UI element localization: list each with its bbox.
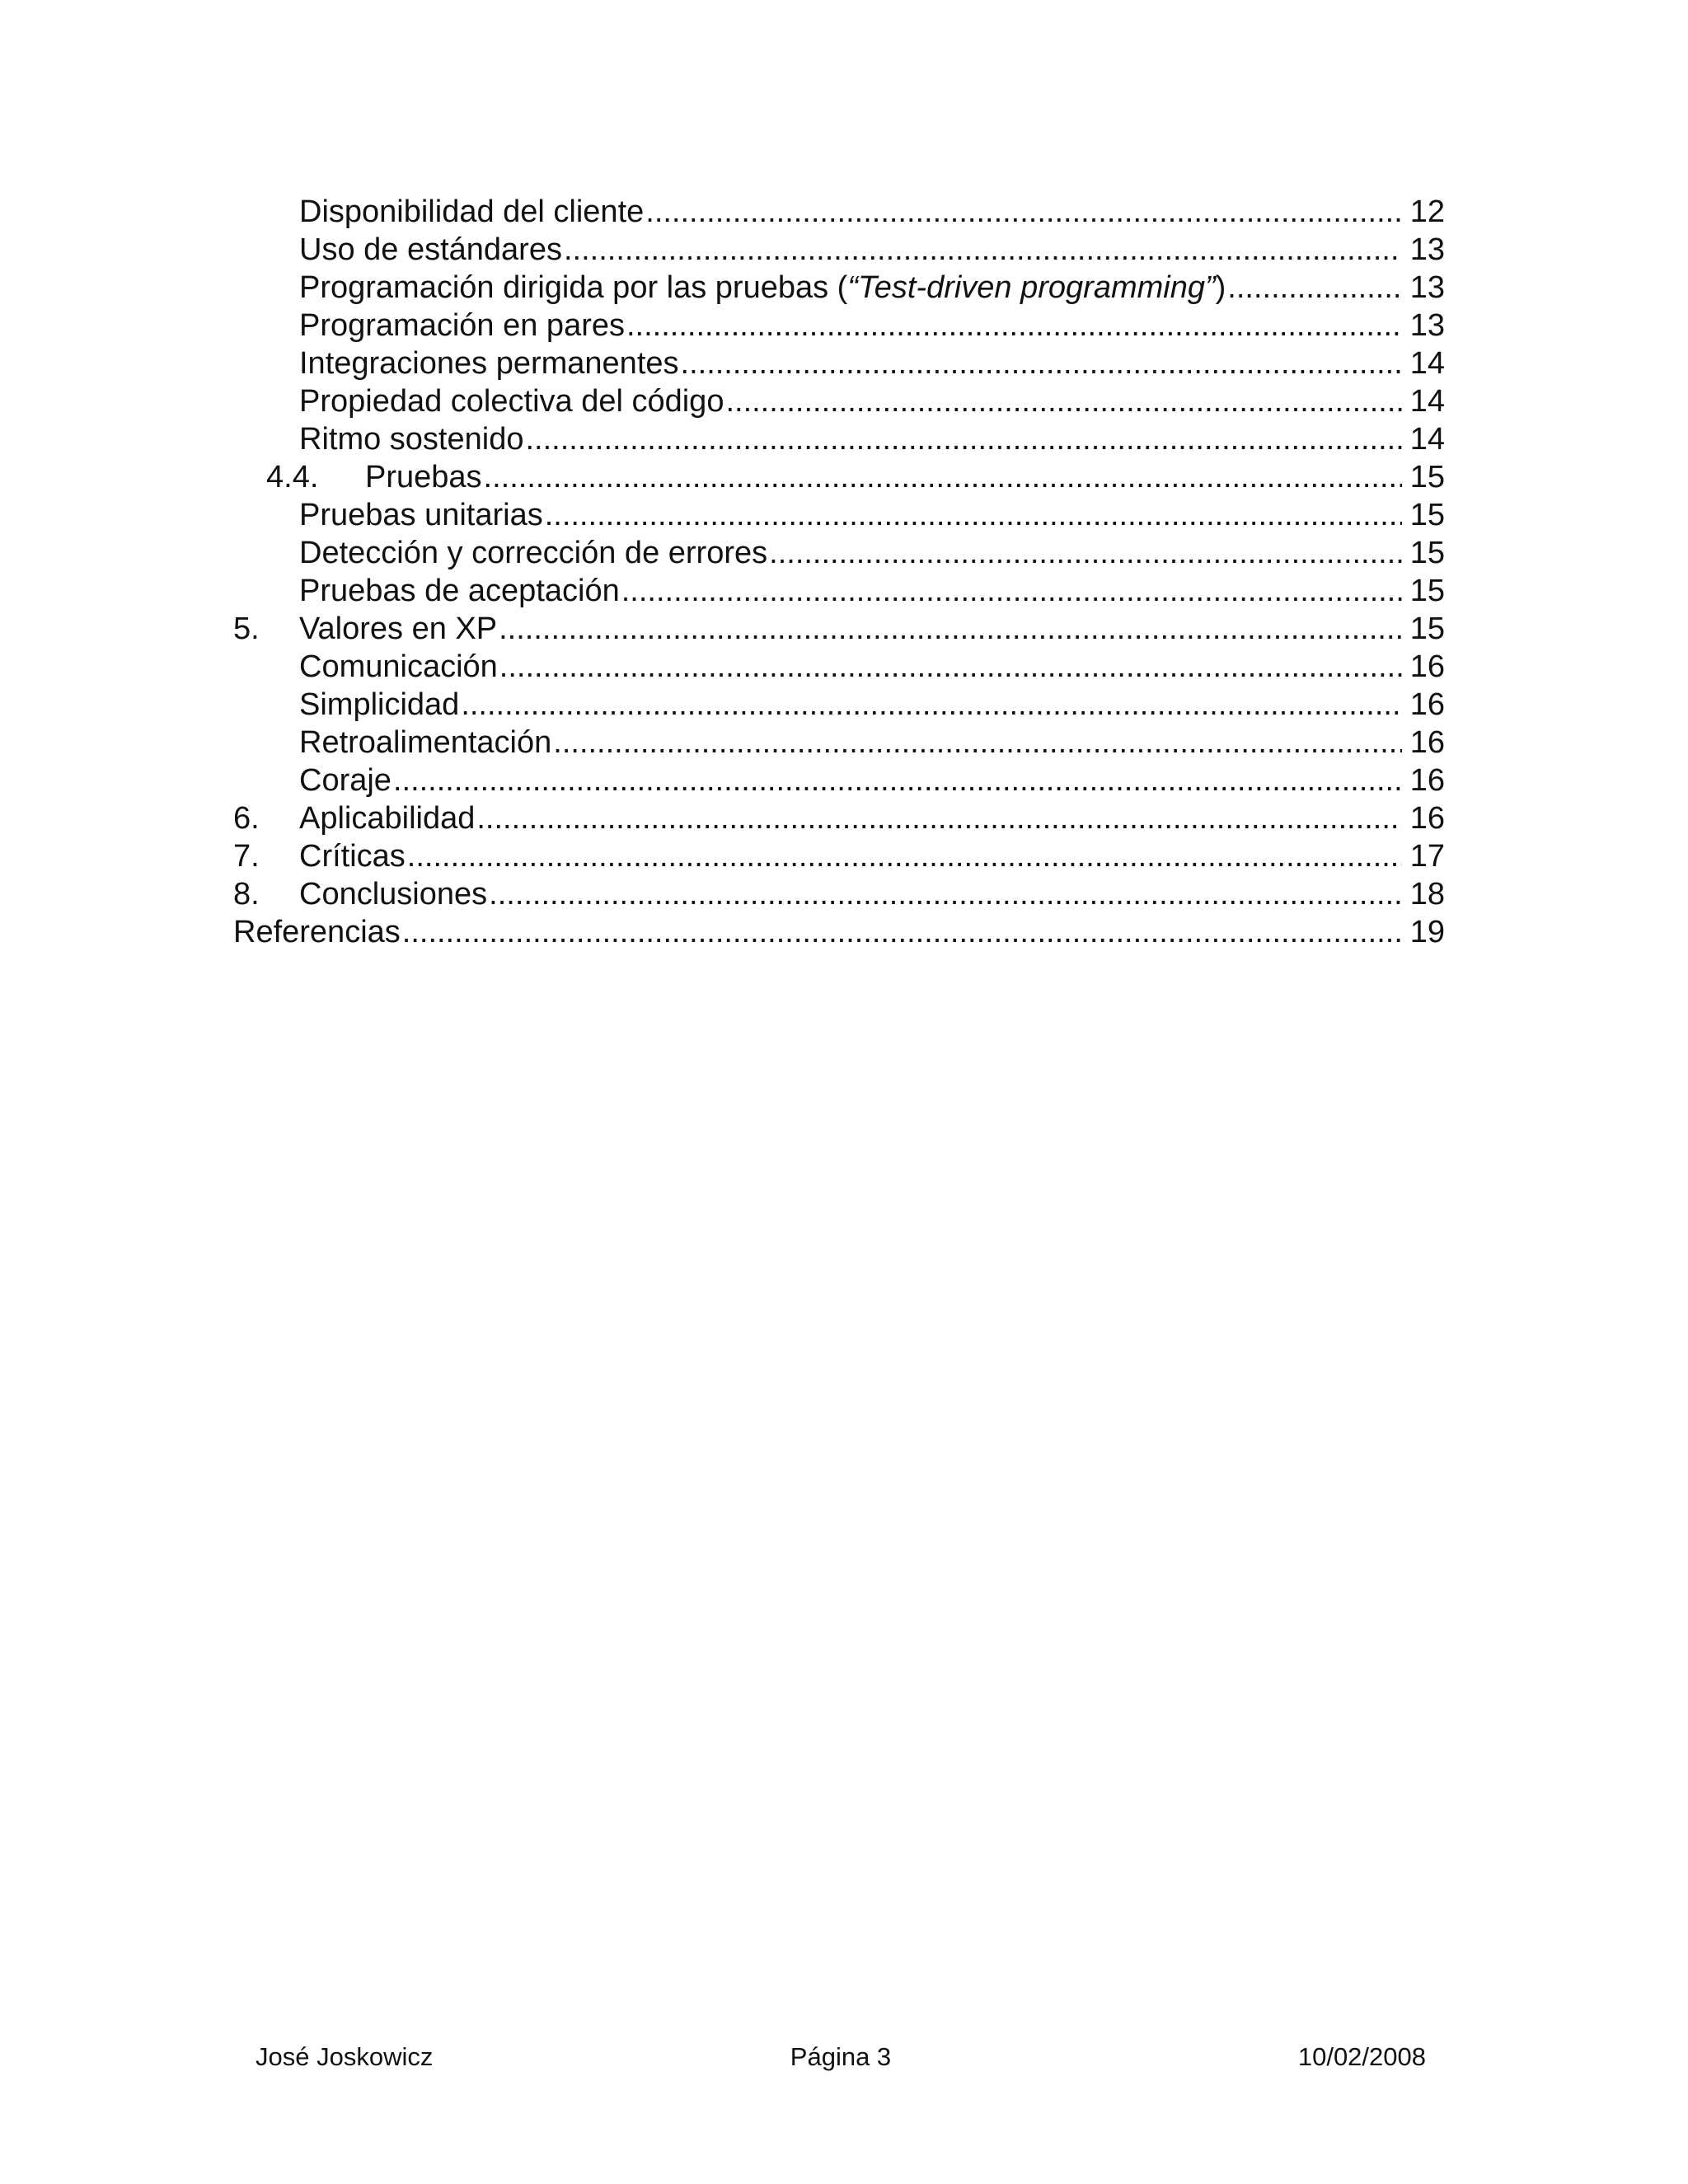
toc-dot-leader <box>553 724 1401 762</box>
toc-entry-title <box>299 420 525 458</box>
toc-entry-title-wrap <box>299 382 1402 420</box>
toc-entry-page: 16 <box>1409 687 1445 722</box>
toc-entry-title-text: Uso de estándares <box>299 232 562 267</box>
toc-entry[interactable] <box>233 572 1445 610</box>
toc-dot-leader <box>407 837 1402 875</box>
toc-entry[interactable] <box>233 724 1445 762</box>
toc-entry-title-text: Críticas <box>299 839 406 874</box>
footer-page-number: Página 3 <box>790 2042 892 2071</box>
toc-entry-page: 16 <box>1409 725 1445 760</box>
toc-entry[interactable] <box>233 913 1445 951</box>
toc-entry-title-wrap <box>299 307 1402 344</box>
toc-entry-title-text: Aplicabilidad <box>299 801 476 836</box>
toc-dot-leader <box>461 686 1401 724</box>
toc-entry-title <box>299 496 545 534</box>
toc-entry-title-text: Programación en pares <box>299 308 625 343</box>
toc-dot-leader <box>545 496 1402 534</box>
toc-dot-leader <box>769 534 1402 572</box>
toc-entry-page: 13 <box>1409 308 1445 343</box>
toc-entry-title-wrap <box>299 231 1402 269</box>
toc-entry-title-text: Retroalimentación <box>299 725 552 760</box>
toc-entry-title <box>299 724 553 762</box>
toc-entry[interactable] <box>233 382 1445 420</box>
footer-author: José Joskowicz <box>256 2042 434 2071</box>
toc-entry[interactable] <box>233 799 1445 837</box>
toc-entry-page: 15 <box>1409 498 1445 532</box>
toc-entry-title-wrap <box>299 572 1402 610</box>
toc-entry-title-text: Programación dirigida por las pruebas ( <box>299 270 848 305</box>
toc-entry-title-text: Pruebas unitarias <box>299 498 543 532</box>
toc-entry-title-text: Ritmo sostenido <box>299 422 524 457</box>
toc-entry-title-text: Propiedad colectiva del código <box>299 384 724 419</box>
toc-entry-title-wrap <box>299 610 1402 648</box>
toc-entry-title-wrap <box>299 837 1402 875</box>
toc-dot-leader <box>1227 269 1401 307</box>
toc-entry-title <box>365 458 484 496</box>
page-footer <box>256 2041 1426 2074</box>
toc-entry-title-wrap <box>365 458 1402 496</box>
toc-entry[interactable] <box>233 686 1445 724</box>
toc-entry-page: 14 <box>1409 422 1445 457</box>
toc-entry[interactable] <box>233 307 1445 344</box>
toc-dot-leader <box>621 572 1402 610</box>
toc-entry-title-text: Detección y corrección de errores <box>299 536 768 570</box>
toc-dot-leader <box>725 382 1401 420</box>
table-of-contents <box>233 193 1445 951</box>
toc-dot-leader <box>499 648 1402 686</box>
toc-entry-title-text: Pruebas <box>365 460 482 494</box>
toc-entry-number: 8. <box>233 877 260 912</box>
toc-entry-title-suffix: ) <box>1215 270 1226 305</box>
toc-entry-title-text: Disponibilidad del cliente <box>299 194 645 229</box>
toc-entry-title-text: Conclusiones <box>299 877 488 912</box>
toc-entry[interactable] <box>233 762 1445 799</box>
toc-entry-page: 15 <box>1409 536 1445 570</box>
toc-entry[interactable] <box>233 344 1445 382</box>
toc-entry-title-wrap <box>233 913 1402 951</box>
toc-entry[interactable] <box>233 269 1445 307</box>
toc-entry-title <box>299 382 725 420</box>
toc-entry-page: 17 <box>1409 839 1445 874</box>
toc-entry-title-wrap <box>299 534 1402 572</box>
toc-entry-page: 16 <box>1409 801 1445 836</box>
toc-entry-page: 13 <box>1409 270 1445 305</box>
toc-entry-title <box>299 344 681 382</box>
toc-entry-title-wrap <box>299 762 1402 799</box>
toc-entry-title <box>299 686 461 724</box>
toc-entry-title <box>299 875 489 913</box>
toc-entry-page: 14 <box>1409 346 1445 381</box>
toc-dot-leader <box>402 913 1402 951</box>
toc-entry-title-wrap <box>299 344 1402 382</box>
toc-dot-leader <box>626 307 1402 344</box>
toc-entry-page: 15 <box>1409 574 1445 608</box>
toc-entry-title <box>299 193 645 231</box>
toc-entry-title-wrap <box>299 799 1402 837</box>
toc-entry-page: 15 <box>1409 612 1445 646</box>
toc-entry[interactable] <box>233 534 1445 572</box>
toc-entry-title-text: Pruebas de aceptación <box>299 574 620 608</box>
toc-entry-title <box>299 648 499 686</box>
toc-entry-number: 5. <box>233 612 260 646</box>
toc-dot-leader <box>489 875 1402 913</box>
toc-dot-leader <box>525 420 1401 458</box>
toc-entry-page: 16 <box>1409 763 1445 798</box>
toc-entry-title-wrap <box>299 420 1402 458</box>
toc-dot-leader <box>499 610 1402 648</box>
toc-entry-title <box>299 269 1227 307</box>
toc-entry[interactable] <box>233 458 1445 496</box>
toc-entry-page: 15 <box>1409 460 1445 494</box>
toc-entry[interactable] <box>233 496 1445 534</box>
toc-entry-title-wrap <box>299 686 1402 724</box>
toc-entry-page: 13 <box>1409 232 1445 267</box>
toc-dot-leader <box>681 344 1402 382</box>
toc-entry-page: 18 <box>1409 877 1445 912</box>
toc-entry-title <box>233 913 402 951</box>
toc-entry-number: 6. <box>233 801 260 836</box>
footer-date: 10/02/2008 <box>1297 2042 1426 2071</box>
toc-entry[interactable] <box>233 420 1445 458</box>
toc-entry-title-wrap <box>299 648 1402 686</box>
toc-entry-title <box>299 762 393 799</box>
toc-entry[interactable] <box>233 610 1445 648</box>
toc-entry-page: 19 <box>1409 915 1445 949</box>
toc-entry-title-text: Simplicidad <box>299 687 460 722</box>
toc-dot-leader <box>393 762 1402 799</box>
toc-entry-title-wrap <box>299 724 1402 762</box>
toc-entry-number: 4.4. <box>266 460 319 494</box>
toc-entry-title <box>299 307 626 344</box>
toc-dot-leader <box>484 458 1402 496</box>
toc-entry-number: 7. <box>233 839 260 874</box>
toc-entry-title <box>299 837 407 875</box>
toc-entry-title-text: Referencias <box>233 915 401 949</box>
toc-entry[interactable] <box>233 837 1445 875</box>
toc-entry-title-wrap <box>299 193 1402 231</box>
toc-entry-title-text: Valores en XP <box>299 612 498 646</box>
toc-entry[interactable] <box>233 648 1445 686</box>
toc-entry-title-text: Integraciones permanentes <box>299 346 679 381</box>
toc-entry-title <box>299 799 476 837</box>
toc-entry-page: 14 <box>1409 384 1445 419</box>
toc-entry-title <box>299 610 499 648</box>
toc-dot-leader <box>645 193 1401 231</box>
toc-entry-title <box>299 534 769 572</box>
toc-dot-leader <box>476 799 1401 837</box>
toc-entry-title <box>299 231 564 269</box>
toc-entry[interactable] <box>233 875 1445 913</box>
toc-entry-page: 16 <box>1409 649 1445 684</box>
toc-dot-leader <box>564 231 1402 269</box>
toc-entry-title-italic: “Test-driven programming” <box>847 270 1216 305</box>
toc-entry-title <box>299 572 621 610</box>
toc-entry-title-wrap <box>299 269 1402 307</box>
toc-entry-title-wrap <box>299 496 1402 534</box>
toc-entry[interactable] <box>233 231 1445 269</box>
toc-entry-page: 12 <box>1409 194 1445 229</box>
toc-entry[interactable] <box>233 193 1445 231</box>
toc-entry-title-text: Coraje <box>299 763 392 798</box>
toc-entry-title-wrap <box>299 875 1402 913</box>
toc-entry-title-text: Comunicación <box>299 649 498 684</box>
